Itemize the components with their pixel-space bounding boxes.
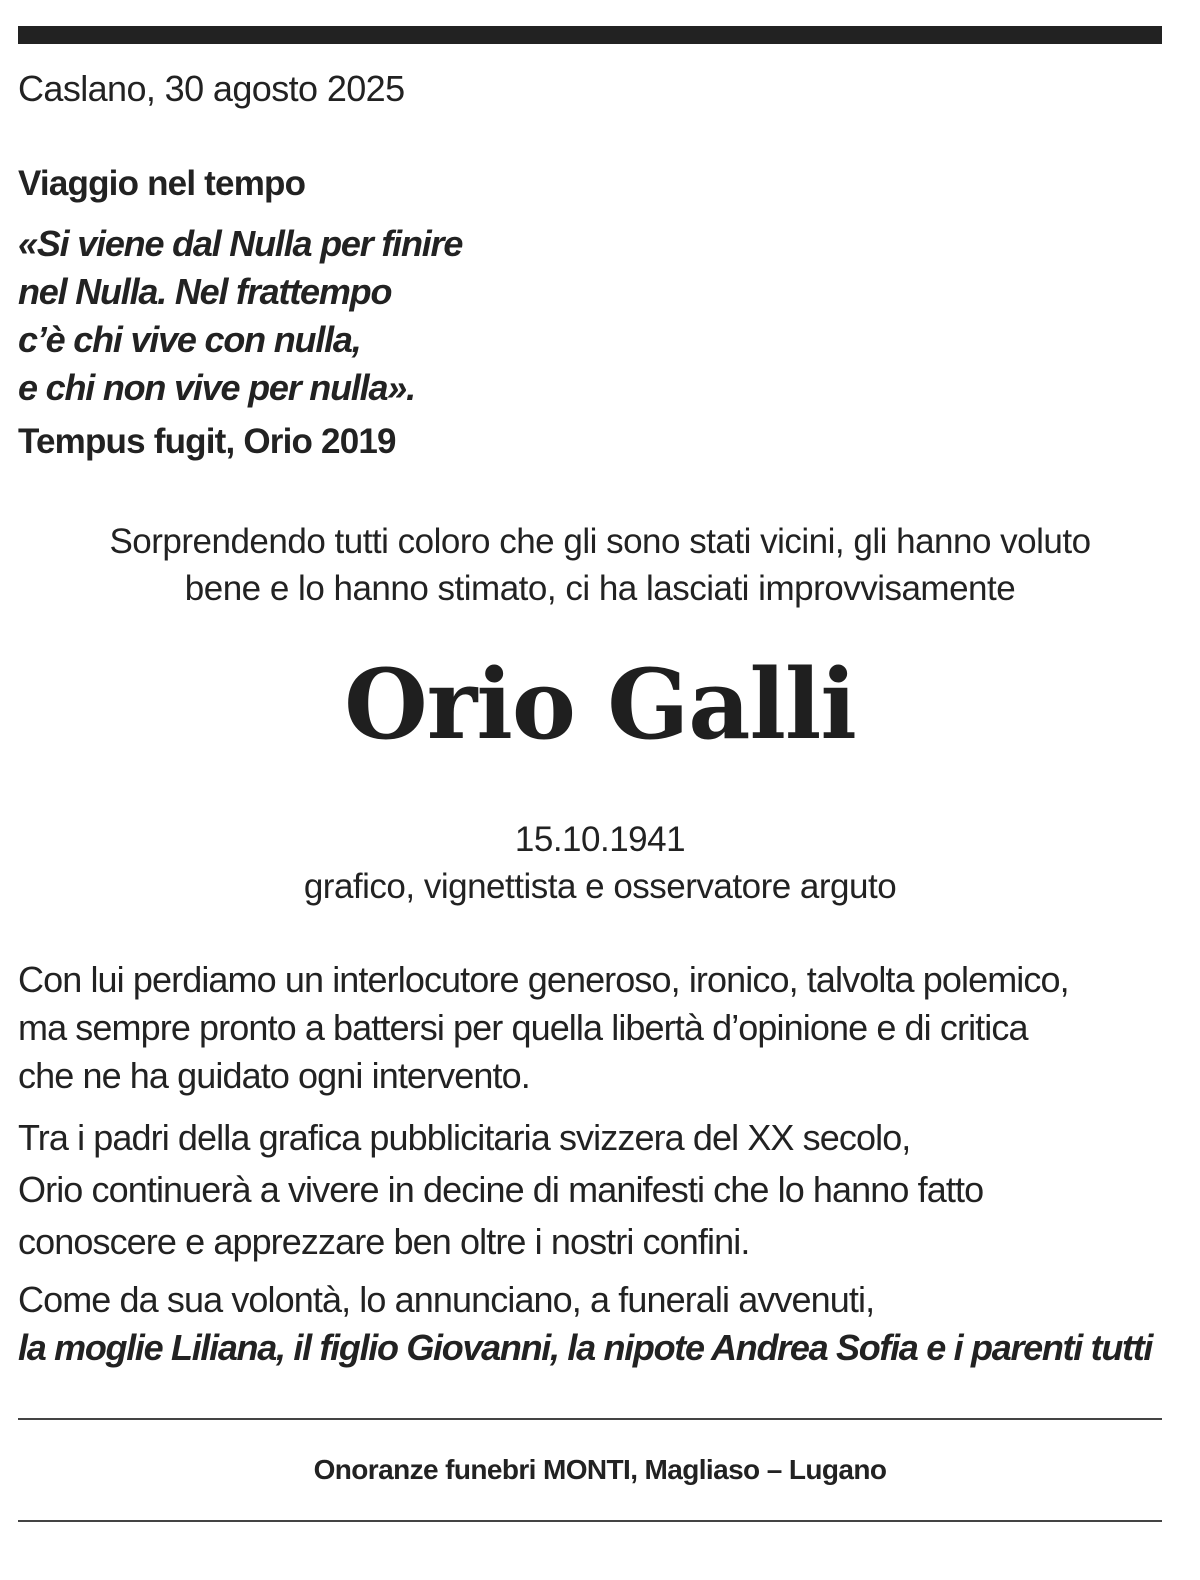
quote-line: e chi non vive per nulla». bbox=[18, 367, 415, 408]
paragraph-line: Come da sua volontà, lo annunciano, a funerali avvenuti, bbox=[18, 1279, 875, 1320]
quote-line: nel Nulla. Nel frattempo bbox=[18, 271, 392, 312]
paragraph-line: Con lui perdiamo un interlocutore generoso, ironico, talvolta polemico, bbox=[18, 959, 1069, 1000]
birth-date: 15.10.1941 bbox=[514, 820, 686, 859]
intro-text bbox=[0, 518, 1200, 612]
quote-source: Tempus fugit, Orio 2019 bbox=[18, 422, 396, 461]
paragraph-line: conoscere e apprezzare ben oltre i nostri confini. bbox=[18, 1221, 750, 1262]
paragraph-tribute bbox=[18, 956, 1168, 1100]
obituary-body bbox=[18, 956, 1168, 1372]
intro-line: bene e lo hanno stimato, ci ha lasciati improvvisamente bbox=[184, 569, 1016, 608]
place-date: Caslano, 30 agosto 2025 bbox=[18, 68, 405, 109]
paragraph-legacy bbox=[18, 1112, 1168, 1268]
quote-line: «Si viene dal Nulla per finire bbox=[18, 223, 463, 264]
funeral-home: Onoranze funebri MONTI, Magliaso – Lugano bbox=[313, 1454, 887, 1485]
deceased-name: Orio Galli bbox=[344, 648, 856, 761]
footer-divider-bottom bbox=[18, 1520, 1162, 1522]
paragraph-announcement bbox=[18, 1276, 1168, 1372]
quote-line: c’è chi vive con nulla, bbox=[18, 319, 361, 360]
quote-title: Viaggio nel tempo bbox=[18, 164, 306, 203]
footer-divider-top bbox=[18, 1418, 1162, 1420]
deceased-description: grafico, vignettista e osservatore arguto bbox=[303, 867, 897, 906]
paragraph-line: Tra i padri della grafica pubblicitaria svizzera del XX secolo, bbox=[18, 1117, 911, 1158]
paragraph-line: Orio continuerà a vivere in decine di manifesti che lo hanno fatto bbox=[18, 1169, 984, 1210]
intro-line: Sorprendendo tutti coloro che gli sono stati vicini, gli hanno voluto bbox=[109, 522, 1091, 561]
paragraph-line: ma sempre pronto a battersi per quella libertà d’opinione e di critica bbox=[18, 1007, 1028, 1048]
top-divider-bar bbox=[18, 26, 1162, 44]
announcers: la moglie Liliana, il figlio Giovanni, la nipote Andrea Sofia e i parenti tutti bbox=[18, 1327, 1153, 1368]
deceased-details bbox=[0, 816, 1200, 910]
quote-text bbox=[18, 220, 578, 412]
paragraph-line: che ne ha guidato ogni intervento. bbox=[18, 1055, 530, 1096]
quote-block bbox=[18, 162, 578, 464]
